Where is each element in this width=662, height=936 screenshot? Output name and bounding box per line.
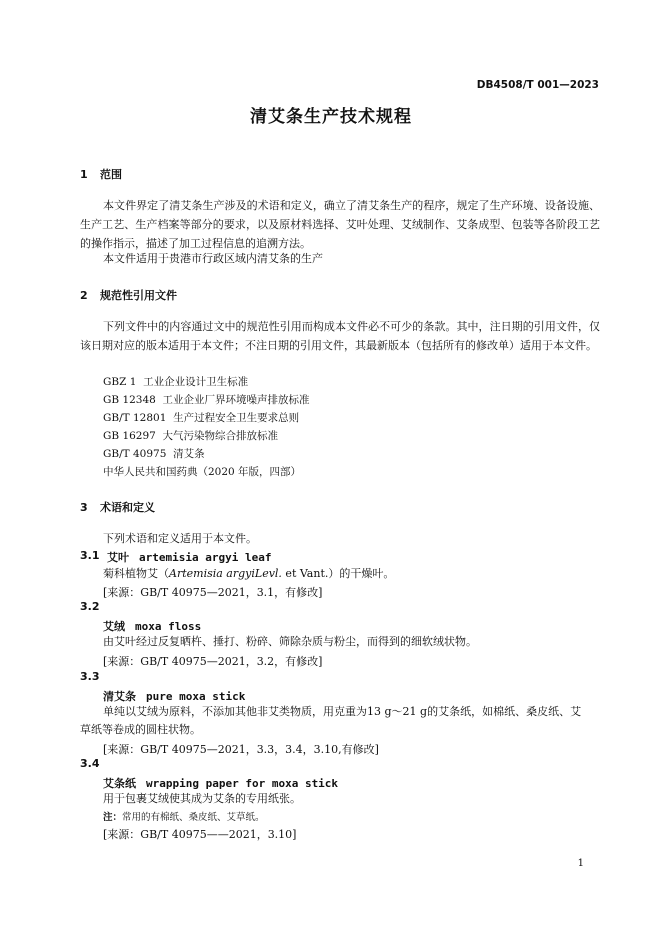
reference-code: GB 12348: [103, 394, 156, 406]
term-3-4-number: 3.4: [80, 757, 100, 770]
term-3-3-en: pure moxa stick: [146, 690, 246, 703]
term-3-4-source: [来源：GB/T 40975——2021，3.10]: [103, 828, 297, 841]
term-3-4-zh: 艾条纸: [103, 777, 136, 790]
reference-item: [103, 463, 301, 481]
reference-code: GB/T 40975: [103, 448, 167, 460]
reference-title: 工业企业设计卫生标准: [143, 376, 249, 388]
term-3-1-zh: 艾叶: [107, 551, 129, 564]
reference-title: 清艾条: [173, 448, 205, 460]
term-3-1-heading: [107, 549, 271, 565]
term-3-2-zh: 艾绒: [103, 620, 125, 633]
reference-code: GB/T 12801: [103, 412, 167, 424]
term-3-2-en: moxa floss: [135, 620, 202, 633]
term-3-1-en: artemisia argyi leaf: [139, 551, 272, 564]
section-3-title: 术语和定义: [100, 501, 155, 514]
term-3-2-definition: 由艾叶经过反复晒杵、捶打、粉碎、筛除杂质与粉尘，而得到的细软绒状物。: [103, 635, 477, 648]
section-1-paragraph-2: 本文件适用于贵港市行政区域内清艾条的生产: [103, 252, 323, 265]
term-3-3-definition-line-2: 草纸等卷成的圆柱状物。: [80, 723, 201, 736]
term-3-4-definition: 用于包裹艾绒使其成为艾条的专用纸张。: [103, 792, 301, 805]
reference-title: 中华人民共和国药典（2020 年版，四部）: [103, 466, 302, 478]
section-3-heading: [80, 499, 155, 515]
reference-item: [103, 445, 205, 463]
term-3-3-number: 3.3: [80, 670, 100, 683]
term-3-2-source: [来源：GB/T 40975—2021，3.2，有修改]: [103, 655, 323, 668]
page-number: 1: [577, 858, 584, 869]
reference-code: GBZ 1: [103, 376, 137, 388]
reference-item: [103, 427, 278, 445]
section-1-number: 1: [80, 168, 88, 181]
term-3-1-number: 3.1: [80, 549, 100, 562]
term-3-4-en: wrapping paper for moxa stick: [146, 777, 339, 790]
reference-title: 工业企业厂界环境噪声排放标准: [162, 394, 310, 406]
note-label: 注：: [103, 812, 123, 823]
section-1-heading: [80, 166, 122, 182]
reference-item: [103, 409, 299, 427]
reference-title: 生产过程安全卫生要求总则: [173, 412, 300, 424]
reference-code: GB 16297: [103, 430, 156, 442]
definition-text: et Vant.）的干燥叶。: [281, 567, 395, 580]
section-1-paragraph-1: 本文件界定了清艾条生产涉及的术语和定义，确立了清艾条生产的程序，规定了生产环境、设备设施、生产工艺、生产档案等部分的要求，以及原材料选择、艾叶处理、艾绒制作、艾条成型、包装等各阶段工艺的操作指示，描述了加工过程信息的追溯方法。: [80, 199, 600, 250]
section-2-intro: 下列文件中的内容通过文中的规范性引用而构成本文件必不可少的条款。其中，注日期的引用文件，仅该日期对应的版本适用于本文件；不注日期的引用文件，其最新版本（包括所有的修改单）适用于本文件。: [80, 320, 600, 352]
term-3-4-note: [103, 809, 265, 823]
section-1-title: 范围: [100, 168, 122, 181]
term-3-3-definition-line-1: 单纯以艾绒为原料，不添加其他非艾类物质，用克重为13 g～21 g的艾条纸，如棉纸、桑皮纸、艾: [103, 705, 582, 718]
term-3-3-zh: 清艾条: [103, 690, 136, 703]
section-3-number: 3: [80, 501, 88, 514]
reference-title: 大气污染物综合排放标准: [162, 430, 279, 442]
term-3-1-definition: [103, 564, 600, 583]
section-2-number: 2: [80, 289, 88, 302]
term-3-3-source: [来源：GB/T 40975—2021，3.3，3.4，3.10,有修改]: [103, 743, 379, 756]
section-2-heading: [80, 287, 177, 303]
definition-text: 菊科植物艾（: [103, 567, 169, 580]
standard-number: DB4508/T 001—2023: [476, 79, 599, 91]
section-2-title: 规范性引用文件: [100, 289, 177, 302]
note-text: 常用的有棉纸、桑皮纸、艾草纸。: [122, 812, 265, 823]
reference-item: [103, 391, 310, 409]
document-title: 清艾条生产技术规程: [250, 107, 412, 127]
latin-name: Artemisia argyiLevl.: [169, 567, 282, 580]
term-3-2-number: 3.2: [80, 600, 100, 613]
section-3-intro: 下列术语和定义适用于本文件。: [103, 532, 257, 545]
reference-item: [103, 373, 248, 391]
term-3-1-source: [来源：GB/T 40975—2021，3.1，有修改]: [103, 586, 323, 599]
